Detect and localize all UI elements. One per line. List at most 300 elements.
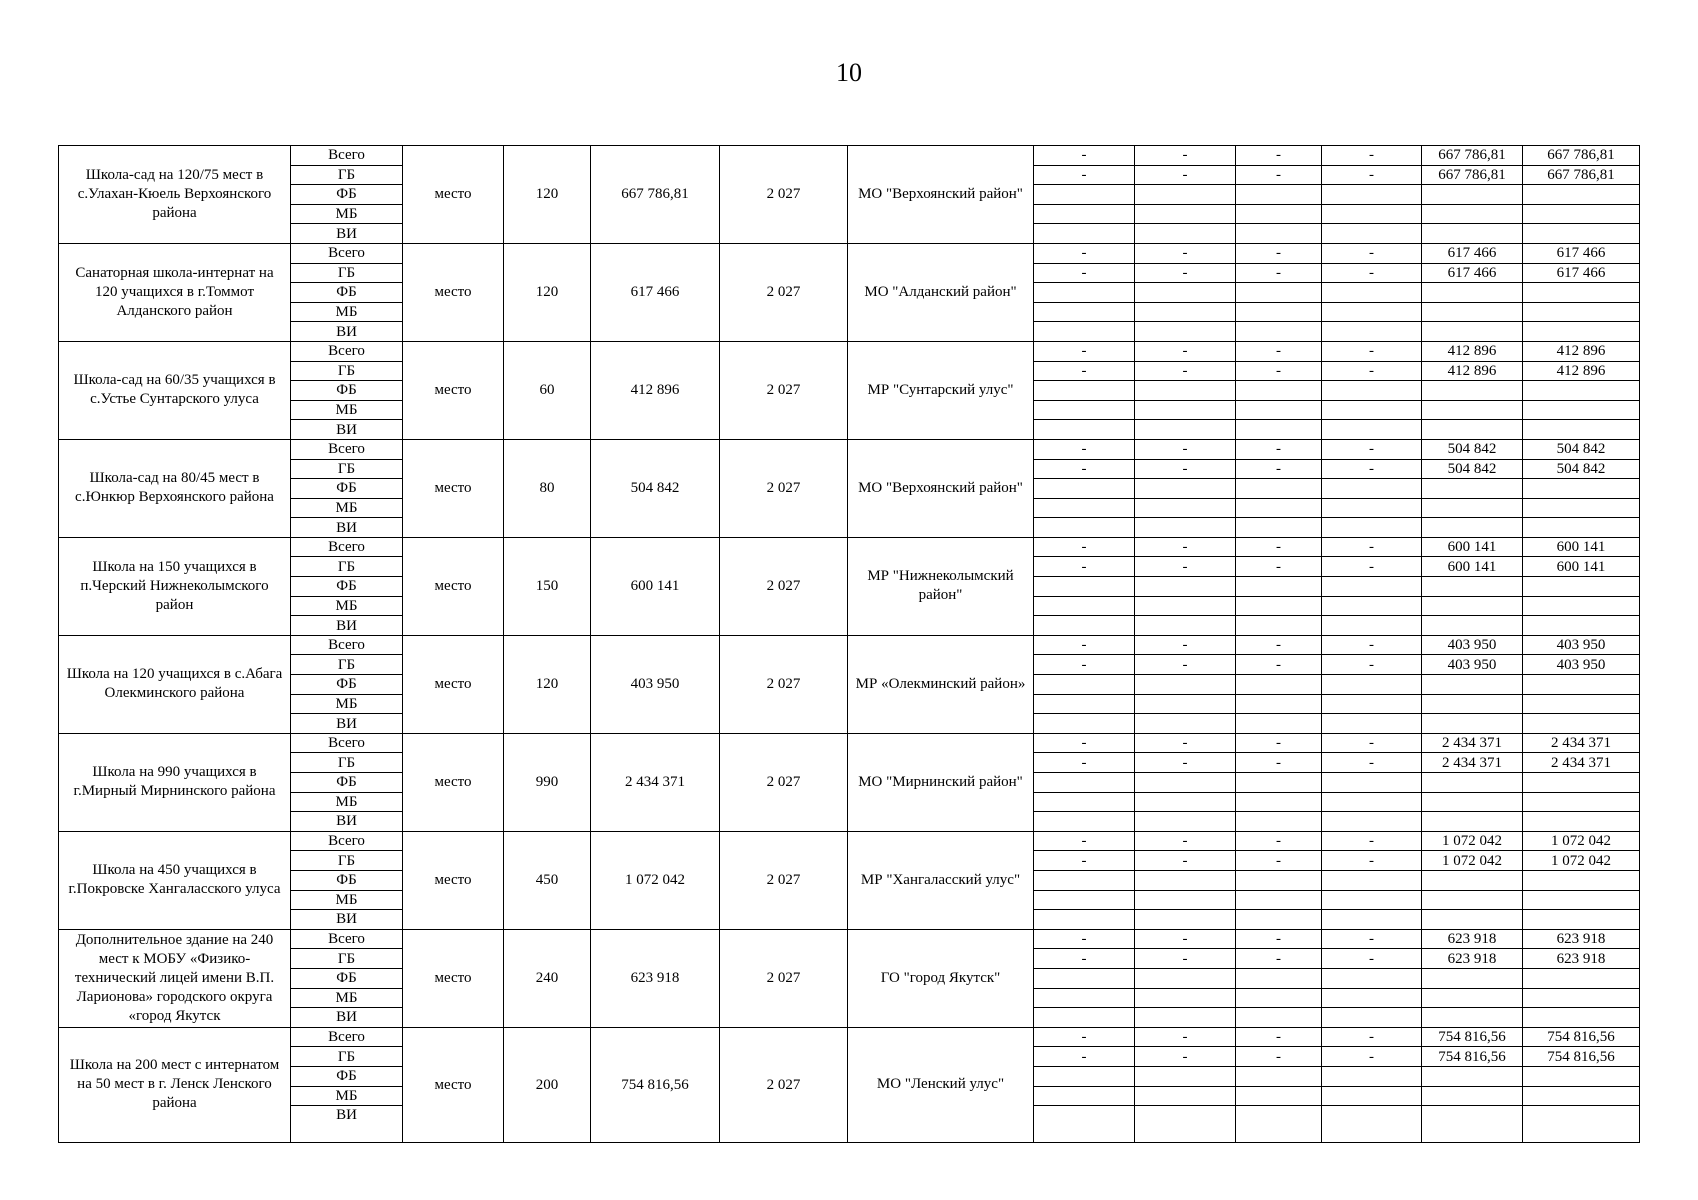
table-row <box>59 635 1640 655</box>
year-value <box>1322 420 1422 440</box>
year-value <box>1322 577 1422 597</box>
funding-source: ВИ <box>291 910 403 930</box>
year-2027-value: 667 786,81 <box>1422 165 1523 185</box>
total-value <box>1523 773 1640 793</box>
year-value <box>1135 479 1236 499</box>
total-value: 1 072 042 <box>1523 831 1640 851</box>
total-value <box>1523 968 1640 988</box>
year-value <box>1236 714 1322 734</box>
year-value <box>1135 577 1236 597</box>
unit: место <box>403 341 504 439</box>
total-value <box>1523 1008 1640 1028</box>
year-value: - <box>1236 635 1322 655</box>
year-value <box>1236 596 1322 616</box>
year-value: - <box>1322 439 1422 459</box>
municipality: МО "Верхоянский район" <box>848 146 1034 244</box>
year-2027-value: 617 466 <box>1422 243 1523 263</box>
year-value: - <box>1135 146 1236 166</box>
total-value: 1 072 042 <box>1523 851 1640 871</box>
year-value: - <box>1034 243 1135 263</box>
funding-source: ФБ <box>291 283 403 303</box>
funding-source: Всего <box>291 243 403 263</box>
year-value <box>1135 694 1236 714</box>
year-value: - <box>1135 1027 1236 1047</box>
estimated-cost: 412 896 <box>591 341 720 439</box>
year-value <box>1322 890 1422 910</box>
year-value: - <box>1034 753 1135 773</box>
total-value <box>1523 596 1640 616</box>
year-value: - <box>1236 929 1322 949</box>
year-value <box>1034 968 1135 988</box>
year-value: - <box>1322 243 1422 263</box>
funding-source: Всего <box>291 537 403 557</box>
year-2027-value <box>1422 577 1523 597</box>
year-value: - <box>1236 146 1322 166</box>
year-value: - <box>1135 361 1236 381</box>
total-value: 504 842 <box>1523 439 1640 459</box>
year-value <box>1135 1008 1236 1028</box>
year-value: - <box>1322 949 1422 969</box>
year-value: - <box>1322 341 1422 361</box>
year-value: - <box>1135 459 1236 479</box>
year-value: - <box>1135 753 1236 773</box>
total-value: 623 918 <box>1523 929 1640 949</box>
year-value: - <box>1135 949 1236 969</box>
completion-year: 2 027 <box>720 635 848 733</box>
year-value: - <box>1135 831 1236 851</box>
year-value <box>1034 1086 1135 1106</box>
year-value: - <box>1322 361 1422 381</box>
year-value <box>1034 870 1135 890</box>
unit: место <box>403 733 504 831</box>
estimated-cost: 754 816,56 <box>591 1027 720 1142</box>
municipality: МР "Хангаласский улус" <box>848 831 1034 929</box>
year-2027-value <box>1422 714 1523 734</box>
total-value <box>1523 1086 1640 1106</box>
year-2027-value: 2 434 371 <box>1422 733 1523 753</box>
year-value: - <box>1236 1027 1322 1047</box>
year-value <box>1322 968 1422 988</box>
year-2027-value <box>1422 792 1523 812</box>
year-value <box>1236 870 1322 890</box>
funding-source: МБ <box>291 400 403 420</box>
year-value <box>1236 1106 1322 1143</box>
year-value <box>1034 714 1135 734</box>
capacity: 120 <box>504 635 591 733</box>
year-value <box>1236 283 1322 303</box>
year-value <box>1322 616 1422 636</box>
year-value <box>1322 1106 1422 1143</box>
year-value <box>1236 479 1322 499</box>
municipality: МО "Ленский улус" <box>848 1027 1034 1142</box>
year-value: - <box>1135 439 1236 459</box>
year-2027-value <box>1422 302 1523 322</box>
year-value <box>1034 381 1135 401</box>
year-value <box>1034 616 1135 636</box>
year-value: - <box>1322 165 1422 185</box>
year-value <box>1236 1066 1322 1086</box>
year-value: - <box>1322 557 1422 577</box>
year-value <box>1135 890 1236 910</box>
year-2027-value <box>1422 283 1523 303</box>
total-value <box>1523 616 1640 636</box>
year-value <box>1135 322 1236 342</box>
year-value <box>1135 616 1236 636</box>
year-2027-value <box>1422 1106 1523 1143</box>
year-value <box>1236 1086 1322 1106</box>
project-name: Школа на 120 учащихся в с.Абага Олекминского района <box>59 635 291 733</box>
year-value: - <box>1034 537 1135 557</box>
funding-source: МБ <box>291 792 403 812</box>
year-value <box>1236 616 1322 636</box>
funding-source: ГБ <box>291 557 403 577</box>
year-value: - <box>1236 753 1322 773</box>
year-2027-value <box>1422 870 1523 890</box>
year-value <box>1322 1066 1422 1086</box>
year-2027-value <box>1422 675 1523 695</box>
year-value <box>1135 498 1236 518</box>
total-value <box>1523 185 1640 205</box>
funding-source: ГБ <box>291 263 403 283</box>
year-value <box>1322 988 1422 1008</box>
year-2027-value <box>1422 1086 1523 1106</box>
estimated-cost: 600 141 <box>591 537 720 635</box>
capacity: 120 <box>504 146 591 244</box>
funding-source: ГБ <box>291 851 403 871</box>
year-2027-value: 754 816,56 <box>1422 1027 1523 1047</box>
year-value <box>1034 694 1135 714</box>
year-value <box>1135 302 1236 322</box>
total-value <box>1523 1066 1640 1086</box>
year-2027-value: 1 072 042 <box>1422 851 1523 871</box>
funding-source: ФБ <box>291 870 403 890</box>
total-value <box>1523 792 1640 812</box>
year-2027-value <box>1422 773 1523 793</box>
year-value: - <box>1322 851 1422 871</box>
estimated-cost: 617 466 <box>591 243 720 341</box>
project-name: Школа на 990 учащихся в г.Мирный Мирнинского района <box>59 733 291 831</box>
year-value <box>1135 518 1236 538</box>
funding-source: ГБ <box>291 655 403 675</box>
completion-year: 2 027 <box>720 341 848 439</box>
year-2027-value: 754 816,56 <box>1422 1047 1523 1067</box>
year-value: - <box>1135 635 1236 655</box>
year-value: - <box>1322 753 1422 773</box>
year-2027-value <box>1422 420 1523 440</box>
year-value <box>1322 812 1422 832</box>
year-2027-value <box>1422 322 1523 342</box>
total-value <box>1523 812 1640 832</box>
year-2027-value <box>1422 381 1523 401</box>
year-value <box>1236 400 1322 420</box>
year-value: - <box>1135 929 1236 949</box>
year-value <box>1135 773 1236 793</box>
year-value <box>1034 518 1135 538</box>
year-value <box>1236 381 1322 401</box>
total-value <box>1523 988 1640 1008</box>
year-2027-value: 504 842 <box>1422 459 1523 479</box>
year-value: - <box>1236 243 1322 263</box>
year-value <box>1236 890 1322 910</box>
total-value <box>1523 224 1640 244</box>
year-value <box>1034 773 1135 793</box>
year-value <box>1236 968 1322 988</box>
total-value <box>1523 498 1640 518</box>
year-value: - <box>1135 655 1236 675</box>
year-value: - <box>1135 557 1236 577</box>
funding-source: МБ <box>291 204 403 224</box>
completion-year: 2 027 <box>720 537 848 635</box>
total-value: 504 842 <box>1523 459 1640 479</box>
total-value <box>1523 910 1640 930</box>
year-value: - <box>1236 1047 1322 1067</box>
municipality: МО "Мирнинский район" <box>848 733 1034 831</box>
estimated-cost: 403 950 <box>591 635 720 733</box>
year-value <box>1135 400 1236 420</box>
project-name: Школа на 150 учащихся в п.Черский Нижнеколымского район <box>59 537 291 635</box>
total-value <box>1523 675 1640 695</box>
year-value <box>1135 1086 1236 1106</box>
unit: место <box>403 929 504 1027</box>
total-value <box>1523 479 1640 499</box>
completion-year: 2 027 <box>720 831 848 929</box>
total-value <box>1523 381 1640 401</box>
year-value <box>1034 910 1135 930</box>
year-2027-value <box>1422 400 1523 420</box>
estimated-cost: 1 072 042 <box>591 831 720 929</box>
year-value: - <box>1034 361 1135 381</box>
funding-source: ВИ <box>291 420 403 440</box>
year-value: - <box>1135 537 1236 557</box>
funding-source: МБ <box>291 596 403 616</box>
table-row <box>59 146 1640 166</box>
estimated-cost: 667 786,81 <box>591 146 720 244</box>
year-2027-value: 623 918 <box>1422 949 1523 969</box>
year-value: - <box>1034 851 1135 871</box>
year-2027-value: 403 950 <box>1422 635 1523 655</box>
funding-source: ФБ <box>291 479 403 499</box>
year-value <box>1034 1008 1135 1028</box>
year-value <box>1135 381 1236 401</box>
year-value: - <box>1322 146 1422 166</box>
total-value: 600 141 <box>1523 537 1640 557</box>
total-value <box>1523 870 1640 890</box>
year-value <box>1236 773 1322 793</box>
year-2027-value: 2 434 371 <box>1422 753 1523 773</box>
year-value <box>1236 322 1322 342</box>
year-value <box>1322 792 1422 812</box>
year-value <box>1236 204 1322 224</box>
year-value <box>1034 204 1135 224</box>
year-value: - <box>1322 929 1422 949</box>
total-value <box>1523 283 1640 303</box>
funding-source: ВИ <box>291 322 403 342</box>
table-row <box>59 929 1640 949</box>
year-value <box>1236 675 1322 695</box>
year-value <box>1322 400 1422 420</box>
year-value: - <box>1034 1047 1135 1067</box>
year-value: - <box>1322 635 1422 655</box>
funding-source: ВИ <box>291 1106 403 1143</box>
year-2027-value <box>1422 968 1523 988</box>
year-value: - <box>1034 949 1135 969</box>
unit: место <box>403 635 504 733</box>
funding-source: Всего <box>291 635 403 655</box>
year-value: - <box>1034 831 1135 851</box>
funding-source: ВИ <box>291 812 403 832</box>
capacity: 80 <box>504 439 591 537</box>
capacity: 450 <box>504 831 591 929</box>
unit: место <box>403 831 504 929</box>
total-value <box>1523 577 1640 597</box>
year-2027-value: 600 141 <box>1422 557 1523 577</box>
year-2027-value <box>1422 616 1523 636</box>
year-value <box>1135 596 1236 616</box>
year-value <box>1322 870 1422 890</box>
project-name: Санаторная школа-интернат на 120 учащихся в г.Томмот Алданского район <box>59 243 291 341</box>
year-value <box>1322 773 1422 793</box>
table-row <box>59 831 1640 851</box>
year-2027-value: 667 786,81 <box>1422 146 1523 166</box>
year-2027-value <box>1422 596 1523 616</box>
total-value: 403 950 <box>1523 635 1640 655</box>
year-2027-value <box>1422 694 1523 714</box>
year-value: - <box>1034 929 1135 949</box>
municipality: МО "Верхоянский район" <box>848 439 1034 537</box>
project-name: Школа-сад на 120/75 мест в с.Улахан-Кюель Верхоянского района <box>59 146 291 244</box>
year-value <box>1236 812 1322 832</box>
funding-source: МБ <box>291 1086 403 1106</box>
funding-source: Всего <box>291 733 403 753</box>
year-value: - <box>1322 459 1422 479</box>
year-value <box>1135 224 1236 244</box>
total-value: 617 466 <box>1523 243 1640 263</box>
year-value <box>1322 910 1422 930</box>
year-value <box>1034 812 1135 832</box>
unit: место <box>403 243 504 341</box>
funding-source: ФБ <box>291 185 403 205</box>
year-2027-value <box>1422 890 1523 910</box>
year-value: - <box>1034 165 1135 185</box>
year-value: - <box>1135 165 1236 185</box>
year-value <box>1135 185 1236 205</box>
funding-source: ГБ <box>291 165 403 185</box>
project-name: Школа на 450 учащихся в г.Покровске Хангаласского улуса <box>59 831 291 929</box>
year-value: - <box>1135 851 1236 871</box>
table-row <box>59 733 1640 753</box>
year-value <box>1135 1106 1236 1143</box>
total-value: 623 918 <box>1523 949 1640 969</box>
year-value: - <box>1034 341 1135 361</box>
year-2027-value <box>1422 1008 1523 1028</box>
funding-source: ФБ <box>291 1066 403 1086</box>
funding-source: ФБ <box>291 381 403 401</box>
budget-table <box>58 145 1640 1143</box>
funding-source: Всего <box>291 831 403 851</box>
year-value <box>1135 792 1236 812</box>
estimated-cost: 2 434 371 <box>591 733 720 831</box>
year-value <box>1322 322 1422 342</box>
year-value <box>1135 910 1236 930</box>
year-value: - <box>1236 439 1322 459</box>
year-value <box>1034 596 1135 616</box>
municipality: МР "Сунтарский улус" <box>848 341 1034 439</box>
funding-source: Всего <box>291 341 403 361</box>
year-value: - <box>1322 733 1422 753</box>
funding-source: ФБ <box>291 968 403 988</box>
unit: место <box>403 146 504 244</box>
year-value: - <box>1236 537 1322 557</box>
funding-source: ВИ <box>291 714 403 734</box>
completion-year: 2 027 <box>720 929 848 1027</box>
funding-source: ГБ <box>291 459 403 479</box>
total-value: 412 896 <box>1523 361 1640 381</box>
funding-source: ФБ <box>291 773 403 793</box>
year-value: - <box>1236 459 1322 479</box>
funding-source: ВИ <box>291 1008 403 1028</box>
total-value: 617 466 <box>1523 263 1640 283</box>
year-value <box>1236 694 1322 714</box>
estimated-cost: 504 842 <box>591 439 720 537</box>
project-name: Школа-сад на 80/45 мест в с.Юнкюр Верхоянского района <box>59 439 291 537</box>
year-value <box>1135 420 1236 440</box>
page-number: 10 <box>836 58 862 87</box>
year-value <box>1034 322 1135 342</box>
year-value <box>1236 988 1322 1008</box>
year-value: - <box>1034 655 1135 675</box>
year-value <box>1034 498 1135 518</box>
year-value <box>1135 675 1236 695</box>
year-value <box>1322 596 1422 616</box>
year-value <box>1034 577 1135 597</box>
total-value: 667 786,81 <box>1523 165 1640 185</box>
year-value: - <box>1236 361 1322 381</box>
table-row <box>59 1027 1640 1047</box>
year-value: - <box>1034 557 1135 577</box>
capacity: 990 <box>504 733 591 831</box>
year-value: - <box>1034 635 1135 655</box>
year-value <box>1322 224 1422 244</box>
year-value <box>1236 1008 1322 1028</box>
municipality: ГО "город Якутск" <box>848 929 1034 1027</box>
year-2027-value: 600 141 <box>1422 537 1523 557</box>
municipality: МР "Нижнеколымский район" <box>848 537 1034 635</box>
year-value <box>1236 185 1322 205</box>
project-name: Школа-сад на 60/35 учащихся в с.Устье Сунтарского улуса <box>59 341 291 439</box>
year-value: - <box>1034 1027 1135 1047</box>
year-value <box>1236 498 1322 518</box>
total-value <box>1523 1106 1640 1143</box>
project-name: Школа на 200 мест с интернатом на 50 мест в г. Ленск Ленского района <box>59 1027 291 1142</box>
total-value <box>1523 694 1640 714</box>
year-value: - <box>1135 733 1236 753</box>
year-value <box>1034 890 1135 910</box>
funding-source: ГБ <box>291 361 403 381</box>
year-2027-value: 403 950 <box>1422 655 1523 675</box>
funding-source: Всего <box>291 439 403 459</box>
capacity: 60 <box>504 341 591 439</box>
year-value: - <box>1322 537 1422 557</box>
year-value <box>1135 1066 1236 1086</box>
total-value <box>1523 302 1640 322</box>
year-2027-value: 1 072 042 <box>1422 831 1523 851</box>
unit: место <box>403 1027 504 1142</box>
estimated-cost: 623 918 <box>591 929 720 1027</box>
year-value <box>1135 988 1236 1008</box>
year-value: - <box>1322 263 1422 283</box>
year-value: - <box>1322 1047 1422 1067</box>
year-value <box>1322 1008 1422 1028</box>
